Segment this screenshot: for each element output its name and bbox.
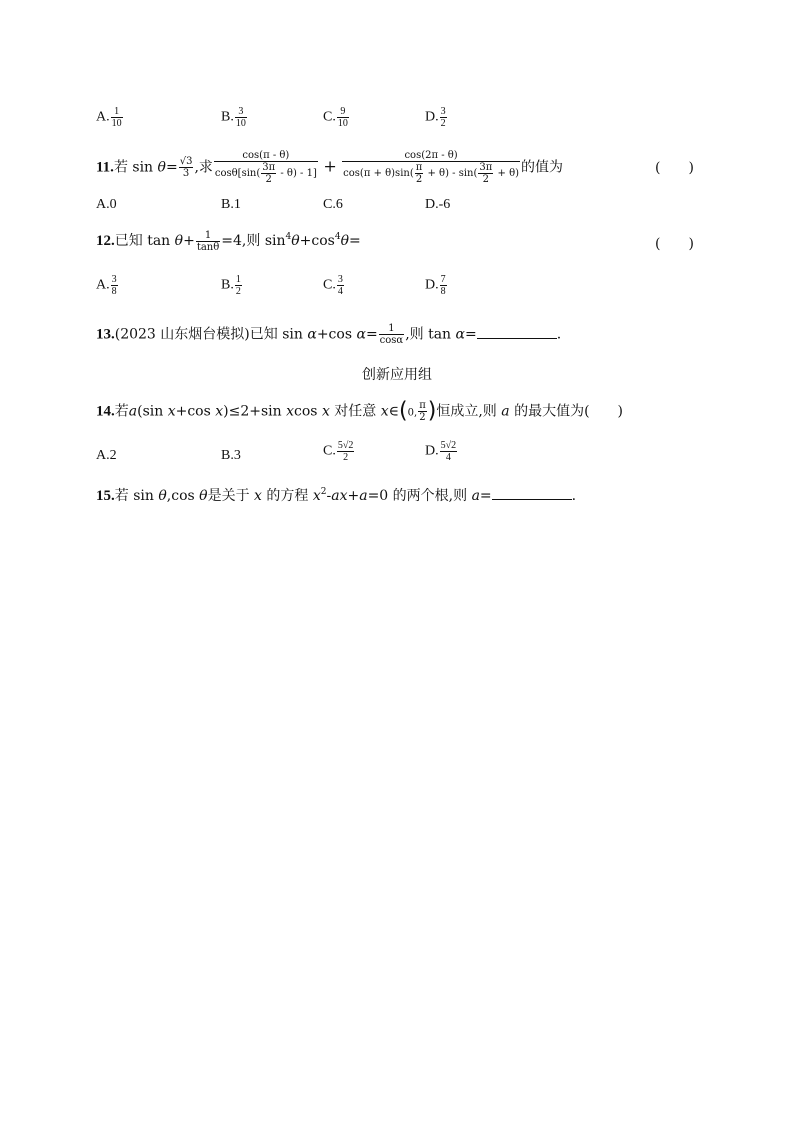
q11-answer-bracket: ( ) [655,160,694,176]
q14-option-c: C. $\frac{5√2}{2}$ [323,440,354,463]
q10-option-c: C. $\frac{9}{10}$ [323,106,348,129]
q14-option-d: D. $\frac{5√2}{4}$ [425,440,457,463]
q10-option-a: A. $\frac{1}{10}$ [96,106,122,129]
section-heading: 创新应用组 [362,367,432,383]
q10-option-b: B. $\frac{3}{10}$ [221,106,246,129]
q13-answer-blank[interactable] [477,338,557,339]
q14-option-b: B.3 [221,448,241,463]
q12-option-a: A. $\frac{3}{8}$ [96,274,117,297]
q12-option-c: C. $\frac{3}{4}$ [323,274,343,297]
q11-fraction-1: cos(π - θ) cosθ[sin( $\frac{3\pi}{2}$ - θ) - 1] [214,150,317,185]
q12-option-d: D. $\frac{7}{8}$ [425,274,446,297]
question-13: 13.(2023 山东烟台模拟)已知 sin α+cos α= $\frac{1}{\cos\alpha}$ ,则 tan α= . [96,323,562,346]
q15-answer-blank[interactable] [492,499,572,500]
q11-option-d: D.-6 [425,197,451,212]
q11-option-b: B.1 [221,197,241,212]
question-11: 11.若 sin θ= $\frac{√3}{3}$ ,求 cos(π - θ) cosθ[sin( $\frac{3\pi}{2}$ - θ) - 1] + cos(2π - θ) cos(π + θ)sin( $\frac{\pi}{2}$ + θ) - sin( $\frac{3\pi}{2}$ + θ) 的值为 [96,150,563,185]
question-15: 15.若 sin θ,cos θ是关于 x 的方程 $x^2-ax+a=0$ 的两个根,则 a= . [96,487,577,504]
question-14: 14.若a(sin x+cos x)≤2+sin xcos x 对任意 x∈(0, $\frac{\pi}{2}$ )恒成立,则 a 的最大值为( ) [96,398,623,424]
q11-option-a: A.0 [96,197,117,212]
q12-answer-bracket: ( ) [655,236,694,252]
q11-fraction-2: cos(2π - θ) cos(π + θ)sin( $\frac{\pi}{2}$ + θ) - sin( $\frac{3\pi}{2}$ + θ) [343,150,519,185]
q12-option-b: B. $\frac{1}{2}$ [221,274,241,297]
question-12: 12.已知 tan θ+ $\frac{1}{\tan\theta}$ =4,则 $\sin^4\theta+\cos^4\theta=$ [96,229,361,253]
q10-option-d: D. $\frac{3}{2}$ [425,106,446,129]
q11-option-c: C.6 [323,197,343,212]
q14-option-a: A.2 [96,448,117,463]
